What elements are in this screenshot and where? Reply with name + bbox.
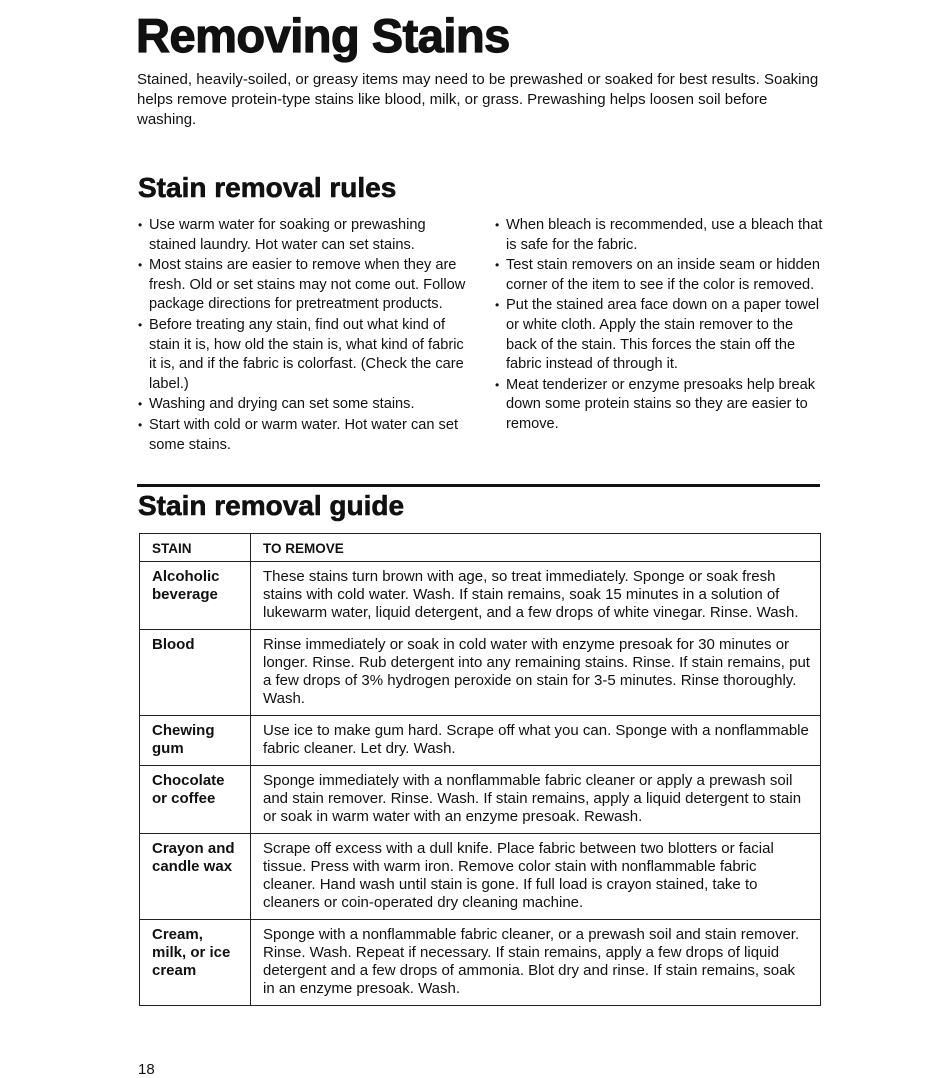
stain-guide-table <box>139 533 821 1006</box>
rule-text: When bleach is recommended, use a bleach that is safe for the fabric. <box>506 217 823 253</box>
stain-cell: Chewing gum <box>140 716 251 766</box>
intro-paragraph: Stained, heavily-soiled, or greasy items may need to be prewashed or soaked for best results. Soaking helps remove protein-type stains like blood, milk, or grass. Prewashing helps loosen soil before washing. <box>137 71 819 128</box>
rule-text: Meat tenderizer or enzyme presoaks help break down some protein stains so they are easier to remove. <box>506 376 816 432</box>
rule-text: Use warm water for soaking or prewashing stained laundry. Hot water can set stains. <box>149 217 426 253</box>
page-number: 18 <box>138 1061 155 1078</box>
stain-cell: Cream, milk, or ice cream <box>140 920 251 1006</box>
stain-cell: Blood <box>140 630 251 716</box>
rule-text: Most stains are easier to remove when they are fresh. Old or set stains may not come out. Follow package directions for pretreatment products. <box>149 257 466 313</box>
rule-item <box>494 376 824 435</box>
bullet-icon: • <box>495 298 500 313</box>
rules-heading: Stain removal rules <box>138 172 397 203</box>
header-to-remove: TO REMOVE <box>251 534 821 562</box>
rule-text: Start with cold or warm water. Hot water can set some stains. <box>149 416 459 453</box>
rules-list-right <box>494 216 824 436</box>
table-row <box>140 716 821 766</box>
bullet-icon: • <box>138 397 143 412</box>
remove-cell: Rinse immediately or soak in cold water with enzyme presoak for 30 minutes or longer. Rinse. Rub detergent into any remaining stains. Rinse. If stain remains, put a few drops of 3% hydrogen peroxide on stain for 3-5 minutes. Rinse thoroughly. Wash. <box>251 630 821 716</box>
rule-item <box>494 256 824 295</box>
rule-text: Washing and drying can set some stains. <box>149 396 415 413</box>
remove-cell: Sponge immediately with a nonflammable fabric cleaner or apply a prewash soil and stain remover. Rinse. Wash. If stain remains, apply a liquid detergent to stain or soak in warm water with an enzyme presoak. Rewash. <box>251 766 821 834</box>
table-row <box>140 834 821 920</box>
bullet-icon: • <box>495 218 500 232</box>
table-row <box>140 630 821 716</box>
page-title: Removing Stains <box>136 9 510 62</box>
table-row <box>140 562 821 630</box>
rule-text: Test stain removers on an inside seam or hidden corner of the item to see if the color is removed. <box>506 257 820 293</box>
stain-cell: Chocolate or coffee <box>140 766 251 834</box>
rules-list-left <box>137 216 472 456</box>
rule-item <box>137 316 472 394</box>
bullet-icon: • <box>495 258 500 273</box>
bullet-icon: • <box>138 218 143 232</box>
rule-item <box>137 256 472 315</box>
remove-cell: Use ice to make gum hard. Scrape off what you can. Sponge with a nonflammable fabric cleaner. Let dry. Wash. <box>251 716 821 766</box>
rule-item <box>137 416 472 455</box>
rule-item <box>137 216 472 255</box>
bullet-icon: • <box>138 317 143 332</box>
table-header-row <box>140 534 821 562</box>
remove-cell: These stains turn brown with age, so treat immediately. Sponge or soak fresh stains with cold water. Wash. If stain remains, soak 15 minutes in a solution of lukewarm water, liquid detergent, and a few drops of white vinegar. Rinse. Wash. <box>251 562 821 630</box>
rule-text: Before treating any stain, find out what kind of stain it is, how old the stain is, what kind of fabric it is, and if the fabric is colorfast. (Check the care label.) <box>149 316 464 392</box>
header-stain: STAIN <box>140 534 251 562</box>
bullet-icon: • <box>138 258 143 273</box>
remove-cell: Scrape off excess with a dull knife. Place fabric between two blotters or facial tissue. Press with warm iron. Remove color stain with nonflammable fabric cleaner. Hand wash until stain is gone. If full load is crayon stained, take to cleaners or coin-operated dry cleaning machine. <box>251 834 821 920</box>
bullet-icon: • <box>138 417 143 432</box>
bullet-icon: • <box>495 377 500 392</box>
stain-cell: Alcoholic beverage <box>140 562 251 630</box>
divider <box>137 484 820 487</box>
stain-cell: Crayon and candle wax <box>140 834 251 920</box>
remove-cell: Sponge with a nonflammable fabric cleaner, or a prewash soil and stain remover. Rinse. Wash. Repeat if necessary. If stain remains, apply a few drops of liquid detergent and a few drops of ammonia. Blot dry and rinse. If stain remains, soak in an enzyme presoak. Wash. <box>251 920 821 1006</box>
guide-heading: Stain removal guide <box>138 490 405 521</box>
rule-item <box>137 395 472 415</box>
rule-text: Put the stained area face down on a paper towel or white cloth. Apply the stain remover to the back of the stain. This forces the stain off the fabric instead of through it. <box>506 297 820 373</box>
rule-item <box>494 296 824 374</box>
table-row <box>140 920 821 1006</box>
rule-item <box>494 216 824 255</box>
table-row <box>140 766 821 834</box>
